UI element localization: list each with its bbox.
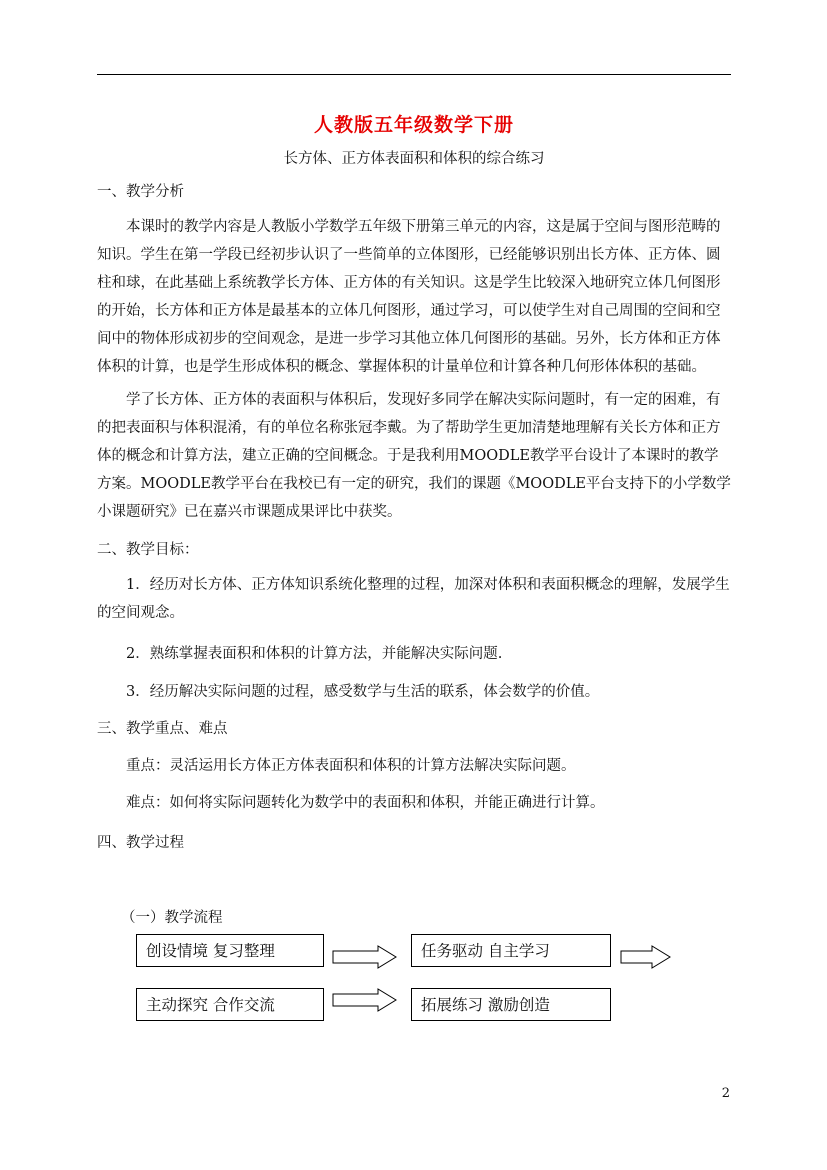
goal-text: 2．熟练掌握表面积和体积的计算方法，并能解决实际问题.	[126, 646, 503, 662]
key-point	[97, 754, 731, 775]
key-point-text: 重点：灵活运用长方体正方体表面积和体积的计算方法解决实际问题。	[126, 758, 576, 774]
page-number: 2	[721, 1086, 730, 1101]
flow-arrow-right-icon	[332, 988, 398, 1012]
goal-text: 3．经历解决实际问题的过程，感受数学与生活的联系，体会数学的价值。	[126, 684, 600, 700]
flow-arrow-right-icon	[620, 945, 672, 969]
header-rule	[97, 74, 731, 75]
goal-1	[97, 571, 731, 627]
document-subtitle: 长方体、正方体表面积和体积的综合练习	[283, 151, 545, 167]
flow-box-1: 创设情境 复习整理	[136, 934, 324, 967]
document-title: 人教版五年级数学下册	[313, 114, 514, 136]
analysis-paragraph-2	[97, 386, 731, 526]
goal-3	[97, 680, 731, 701]
flow-label: （一）教学流程	[121, 910, 223, 926]
paragraph-text: 本课时的教学内容是人教版小学数学五年级下册第三单元的内容，这是属于空间与图形范畴的知识。学生在第一学段已经初步认识了一些简单的立体图形，已经能够识别出长方体、正方体、圆柱和球，在此基础上系统教学长方体、正方体的有关知识。这是学生比较深入地研究立体几何图形的开始，长方体和正方体是最基本的立体几何图形，通过学习，可以使学生对自己周围的空间和空间中的物体形成初步的空间观念，是进一步学习其他立体几何图形的基础。另外，长方体和正方体体积的计算，也是学生形成体积的概念、掌握体积的计量单位和计算各种几何形体体积的基础。	[97, 219, 721, 375]
goal-text: 1．经历对长方体、正方体知识系统化整理的过程，加深对体积和表面积概念的理解，发展学生的空间观念。	[97, 577, 730, 621]
difficulty-point	[97, 791, 731, 812]
flow-arrow-right-icon	[332, 945, 398, 969]
section-heading-analysis: 一、教学分析	[97, 184, 184, 200]
paragraph-text: 学了长方体、正方体的表面积与体积后，发现好多同学在解决实际问题时，有一定的困难，有的把表面积与体积混淆，有的单位名称张冠李戴。为了帮助学生更加清楚地理解有关长方体和正方体的概念和计算方法，建立正确的空间概念。于是我利用MOODLE教学平台设计了本课时的教学方案。MOODLE教学平台在我校已有一定的研究，我们的课题《MOODLE平台支持下的小学数学小课题研究》已在嘉兴市课题成果评比中获奖。	[97, 392, 731, 520]
flow-box-4: 拓展练习 激励创造	[411, 988, 611, 1021]
flow-box-3: 主动探究 合作交流	[136, 988, 324, 1021]
flow-box-2: 任务驱动 自主学习	[411, 934, 611, 967]
section-heading-process: 四、教学过程	[97, 835, 184, 851]
difficulty-text: 难点：如何将实际问题转化为数学中的表面积和体积，并能正确进行计算。	[126, 795, 605, 811]
goal-2	[97, 642, 731, 663]
analysis-paragraph-1	[97, 213, 731, 381]
section-heading-key-points: 三、教学重点、难点	[97, 721, 228, 737]
section-heading-goals: 二、教学目标：	[97, 542, 199, 558]
